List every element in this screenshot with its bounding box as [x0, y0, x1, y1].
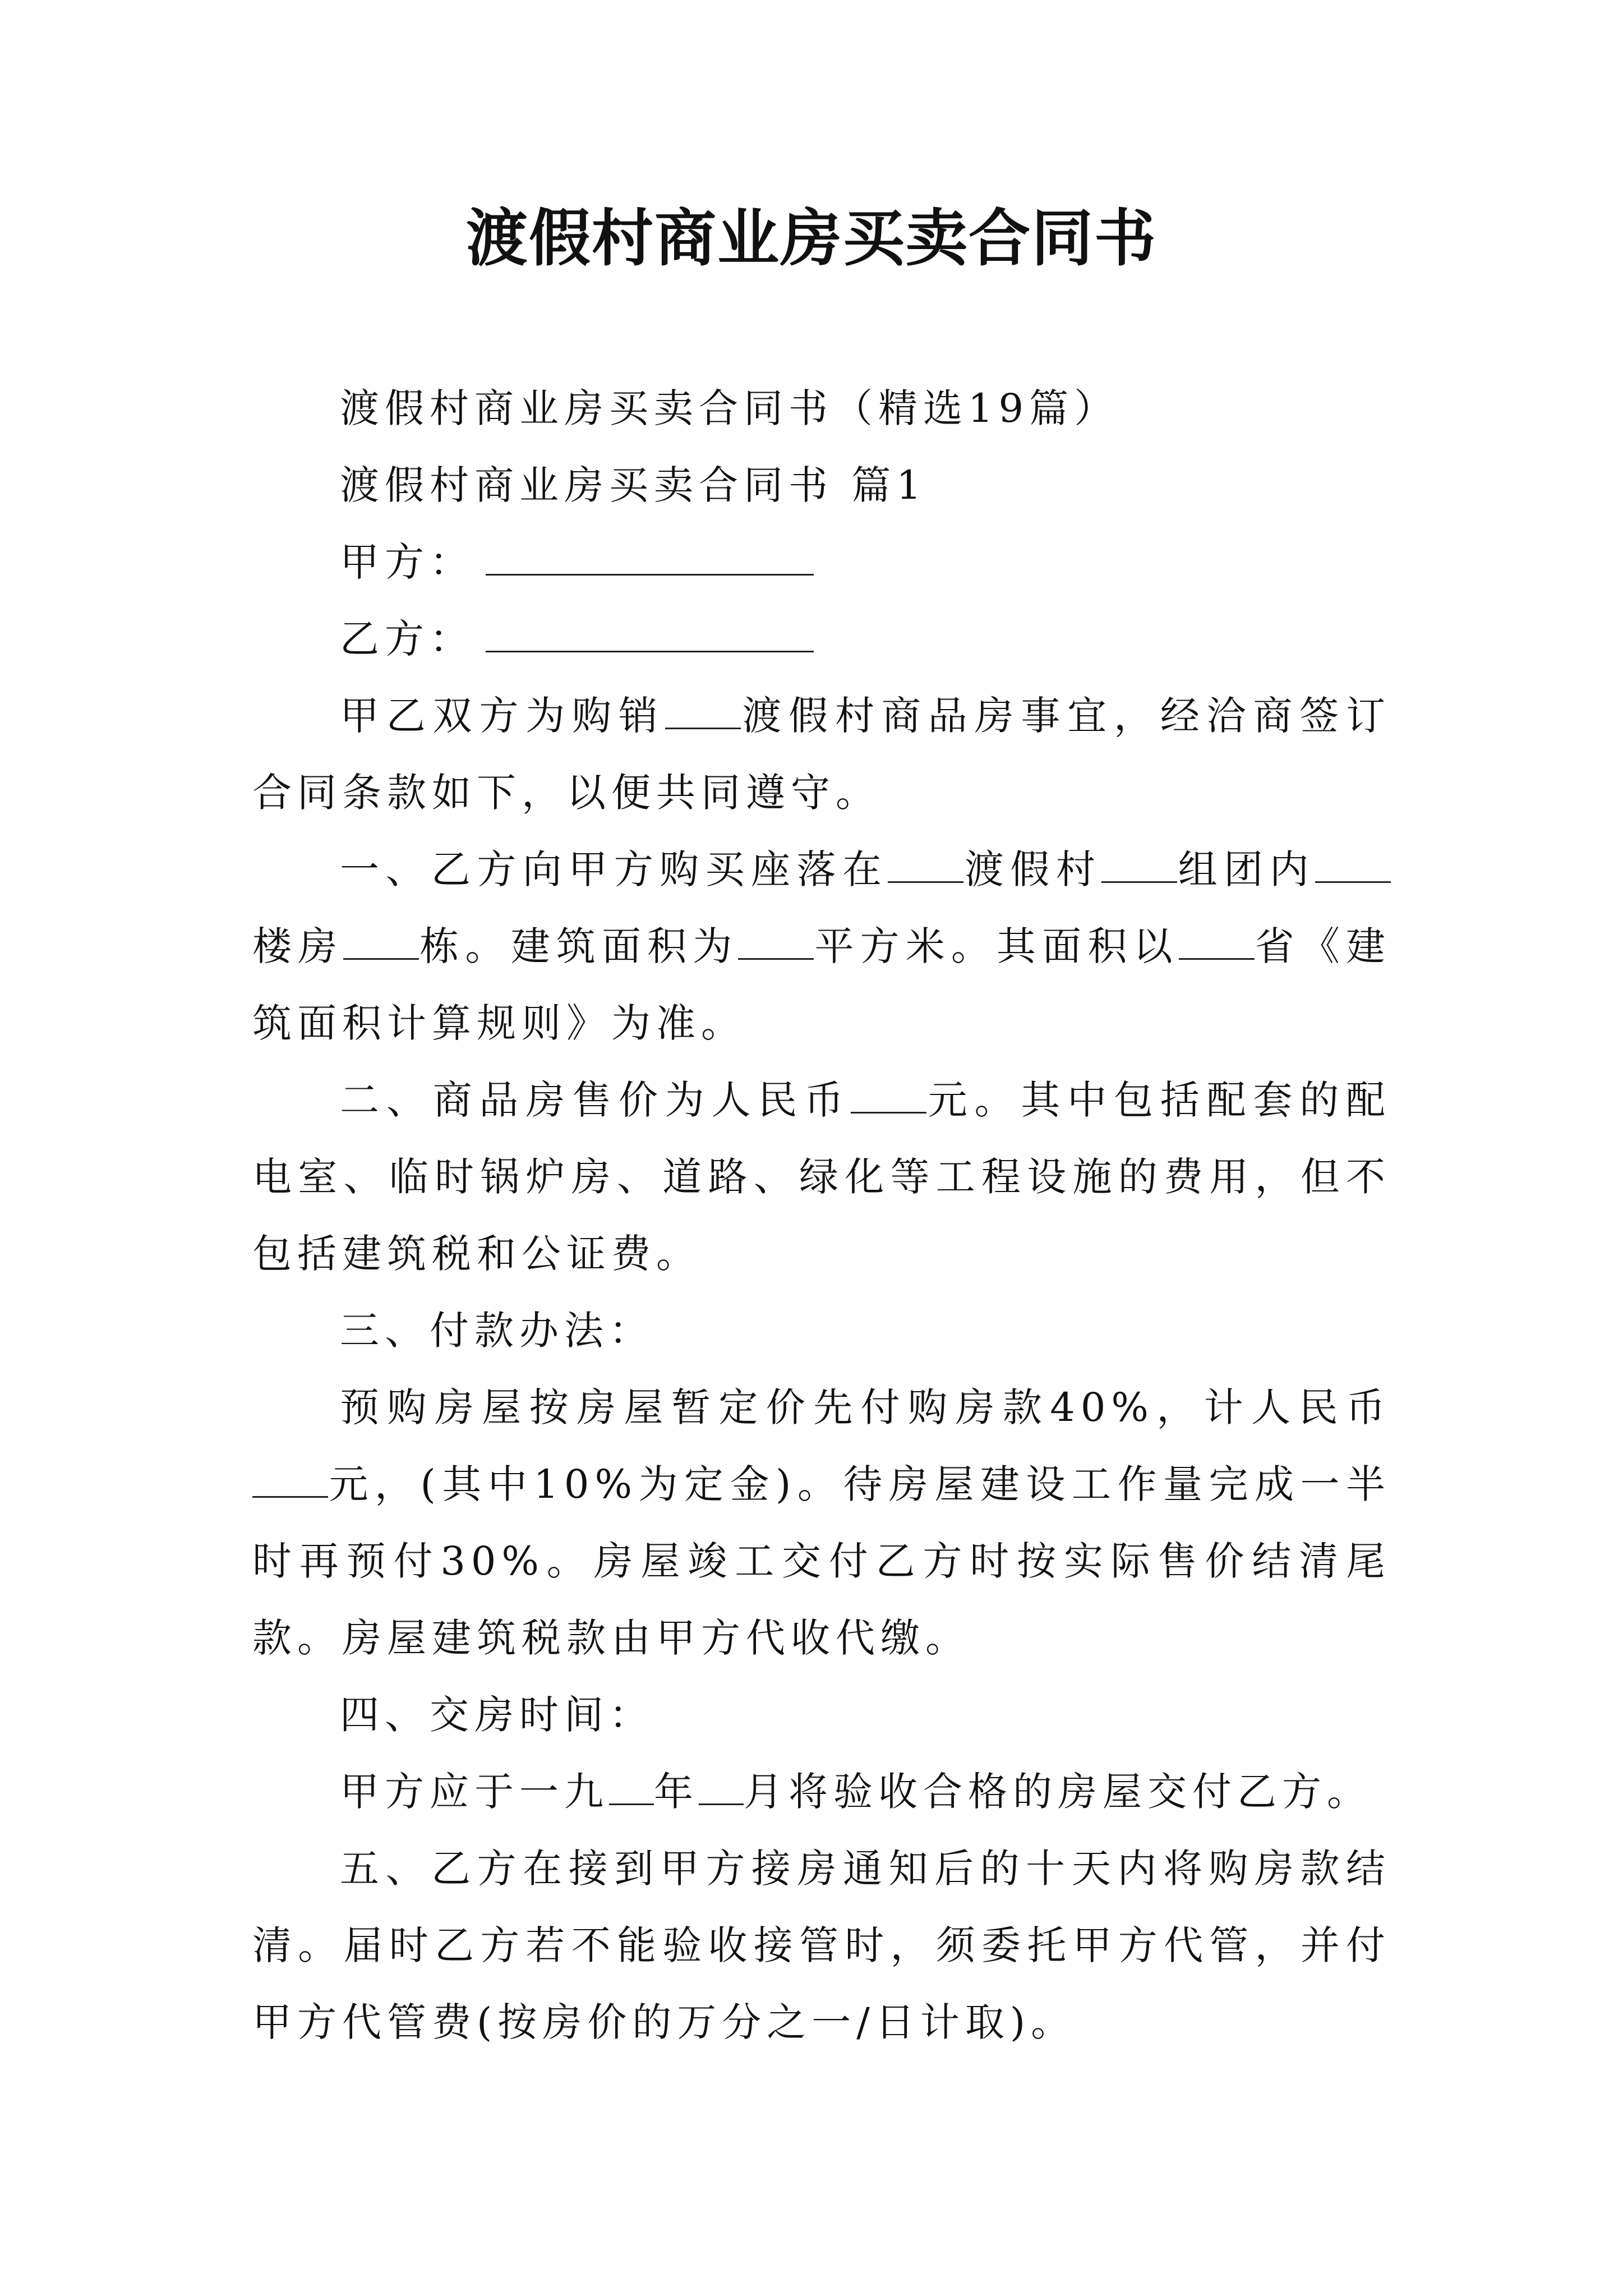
clause-1-text-d: 楼房 — [252, 923, 344, 969]
party-b-blank — [486, 611, 814, 652]
party-a-label: 甲方： — [340, 539, 474, 585]
intro-text-1: 甲乙双方为购销 — [340, 693, 665, 739]
party-b-label: 乙方： — [340, 616, 474, 662]
document-title: 渡假村商业房买卖合同书 — [466, 202, 1157, 274]
clause-2-text-a: 二、商品房售价为人民币 — [340, 1077, 851, 1123]
blank-province — [1179, 919, 1255, 960]
blank-area — [738, 919, 814, 960]
clause-4 — [252, 1754, 1391, 1830]
clause-4-text-b: 年 — [654, 1769, 699, 1815]
clause-3-heading: 三、付款办法： — [340, 1308, 654, 1354]
clause-2 — [252, 1062, 1391, 1292]
intro-text-2: 渡假村商品房事宜，经洽商签订合同条款如下，以便共同遵守。 — [252, 693, 1391, 816]
clause-4-text-c: 月将验收合格的房屋交付乙方。 — [744, 1769, 1372, 1815]
intro-paragraph — [252, 678, 1391, 831]
clause-2-text-b: 元。其中包括配套的配电室、临时锅炉房、道路、绿化等工程设施的费用，但不包括建筑税和公证费。 — [252, 1077, 1391, 1277]
blank-building-type — [1315, 842, 1391, 883]
clause-1-text-g: 省《建筑面积计算规则》为准。 — [252, 923, 1391, 1046]
section-heading: 渡假村商业房买卖合同书 篇1 — [340, 462, 927, 508]
clause-4-heading: 四、交房时间： — [340, 1692, 654, 1738]
clause-3 — [252, 1369, 1391, 1677]
clause-1-text-b: 渡假村 — [963, 846, 1102, 892]
party-b-line — [252, 601, 1391, 678]
blank-price — [851, 1073, 926, 1114]
clause-3-text-b: 元，(其中10%为定金)。待房屋建设工作量完成一半时再预付30%。房屋竣工交付乙方时按实际售价结清尾款。房屋建筑税款由甲方代收代缴。 — [252, 1461, 1391, 1661]
blank-project-name — [665, 688, 741, 729]
blank-group — [1101, 842, 1177, 883]
blank-location — [888, 842, 963, 883]
blank-month — [699, 1764, 744, 1805]
blank-deposit-amount — [252, 1457, 328, 1498]
clause-4-text-a: 甲方应于一九 — [340, 1769, 609, 1815]
clause-5: 五、乙方在接到甲方接房通知后的十天内将购房款结清。届时乙方若不能验收接管时，须委托甲方代管，并付甲方代管费(按房价的万分之一/日计取)。 — [252, 1846, 1391, 2045]
document-body — [252, 370, 1391, 2061]
blank-building-count — [343, 919, 419, 960]
party-a-line — [252, 524, 1391, 601]
clause-1 — [252, 831, 1391, 1062]
party-a-blank — [486, 535, 814, 576]
clause-1-text-e: 栋。建筑面积为 — [419, 923, 739, 969]
clause-1-text-f: 平方米。其面积以 — [814, 923, 1179, 969]
clause-1-text-a: 一、乙方向甲方购买座落在 — [340, 846, 888, 892]
subtitle: 渡假村商业房买卖合同书（精选19篇） — [340, 385, 1119, 431]
clause-3-text-a: 预购房屋按房屋暂定价先付购房款40%，计人民币 — [340, 1384, 1391, 1430]
blank-year — [609, 1764, 654, 1805]
clause-1-text-c: 组团内 — [1177, 846, 1316, 892]
